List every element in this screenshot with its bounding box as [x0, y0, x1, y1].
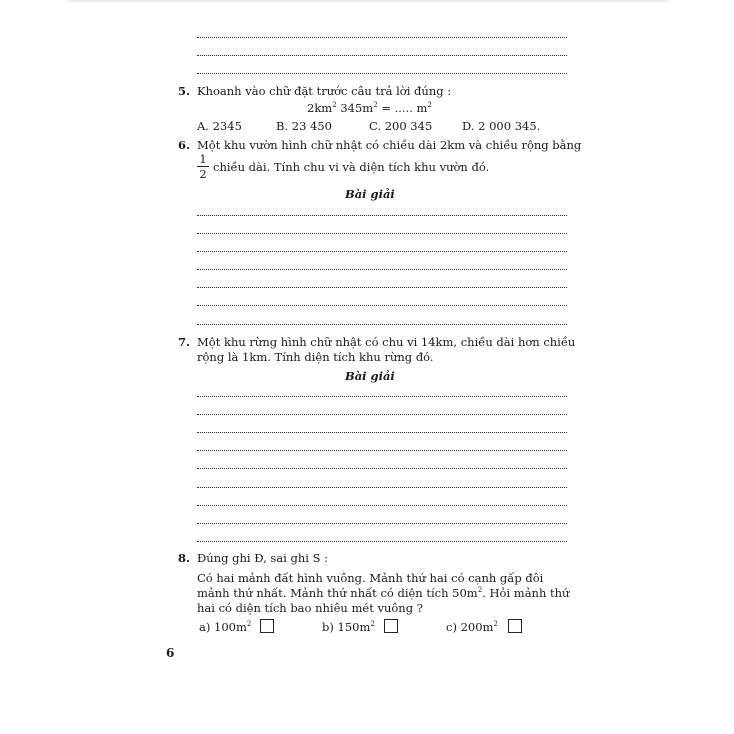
q6-line1: Một khu vườn hình chữ nhật có chiều dài 2km và chiều rộng bằng	[197, 138, 582, 152]
answer-line	[197, 450, 567, 451]
answer-line	[197, 396, 567, 397]
q6-fraction: $\frac{1}{2}$	[197, 152, 209, 181]
q5-option-a[interactable]: A. 2345	[197, 119, 242, 133]
answer-line	[197, 73, 567, 74]
q6-line2: chiều dài. Tính chu vi và diện tích khu vườn đó.	[213, 160, 490, 174]
q8-option-c-checkbox[interactable]	[508, 619, 522, 633]
q8-line2: mảnh thứ nhất. Mảnh thứ nhất có diện tích $50m^2$. Hỏi mảnh thứ	[197, 586, 570, 600]
answer-line	[197, 523, 567, 524]
answer-line	[197, 487, 567, 488]
q8-option-b-checkbox[interactable]	[384, 619, 398, 633]
q8-prompt: Đúng ghi Đ, sai ghi S :	[197, 551, 328, 565]
answer-line	[197, 269, 567, 270]
answer-line	[197, 468, 567, 469]
q6-solution-title: Bài giải	[345, 187, 395, 201]
answer-line	[197, 233, 567, 234]
answer-line	[197, 414, 567, 415]
page-number: 6	[166, 646, 175, 660]
top-rule	[68, 0, 668, 2]
q8-option-b-label: b) $150m^2$	[322, 620, 375, 634]
q5-number: 5.	[178, 84, 191, 98]
answer-line	[197, 287, 567, 288]
q8-number: 8.	[178, 551, 191, 565]
answer-line	[197, 541, 567, 542]
q5-equation: $2km^2$ $345m^2$ = ..... $m^2$	[307, 101, 432, 115]
answer-line	[197, 215, 567, 216]
q8-option-a-label: a) $100m^2$	[199, 620, 252, 634]
q5-option-d[interactable]: D. 2 000 345.	[462, 119, 541, 133]
q7-solution-title: Bài giải	[345, 369, 395, 383]
q7-line2: rộng là 1km. Tính diện tích khu rừng đó.	[197, 350, 434, 364]
q8-option-c-label: c) $200m^2$	[446, 620, 498, 634]
q8-option-a-checkbox[interactable]	[260, 619, 274, 633]
q7-number: 7.	[178, 335, 191, 349]
answer-line	[197, 37, 567, 38]
q5-option-c[interactable]: C. 200 345	[369, 119, 433, 133]
answer-line	[197, 305, 567, 306]
q5-prompt: Khoanh vào chữ đặt trước câu trả lời đúng :	[197, 84, 452, 98]
q8-line1: Có hai mảnh đất hình vuông. Mảnh thứ hai có cạnh gấp đôi	[197, 571, 544, 585]
q6-number: 6.	[178, 138, 191, 152]
answer-line	[197, 251, 567, 252]
answer-line	[197, 505, 567, 506]
answer-line	[197, 55, 567, 56]
answer-line	[197, 324, 567, 325]
q5-option-b[interactable]: B. 23 450	[276, 119, 333, 133]
q8-line3: hai có diện tích bao nhiêu mét vuông ?	[197, 601, 423, 615]
q7-line1: Một khu rừng hình chữ nhật có chu vi 14km, chiều dài hơn chiều	[197, 335, 576, 349]
answer-line	[197, 432, 567, 433]
